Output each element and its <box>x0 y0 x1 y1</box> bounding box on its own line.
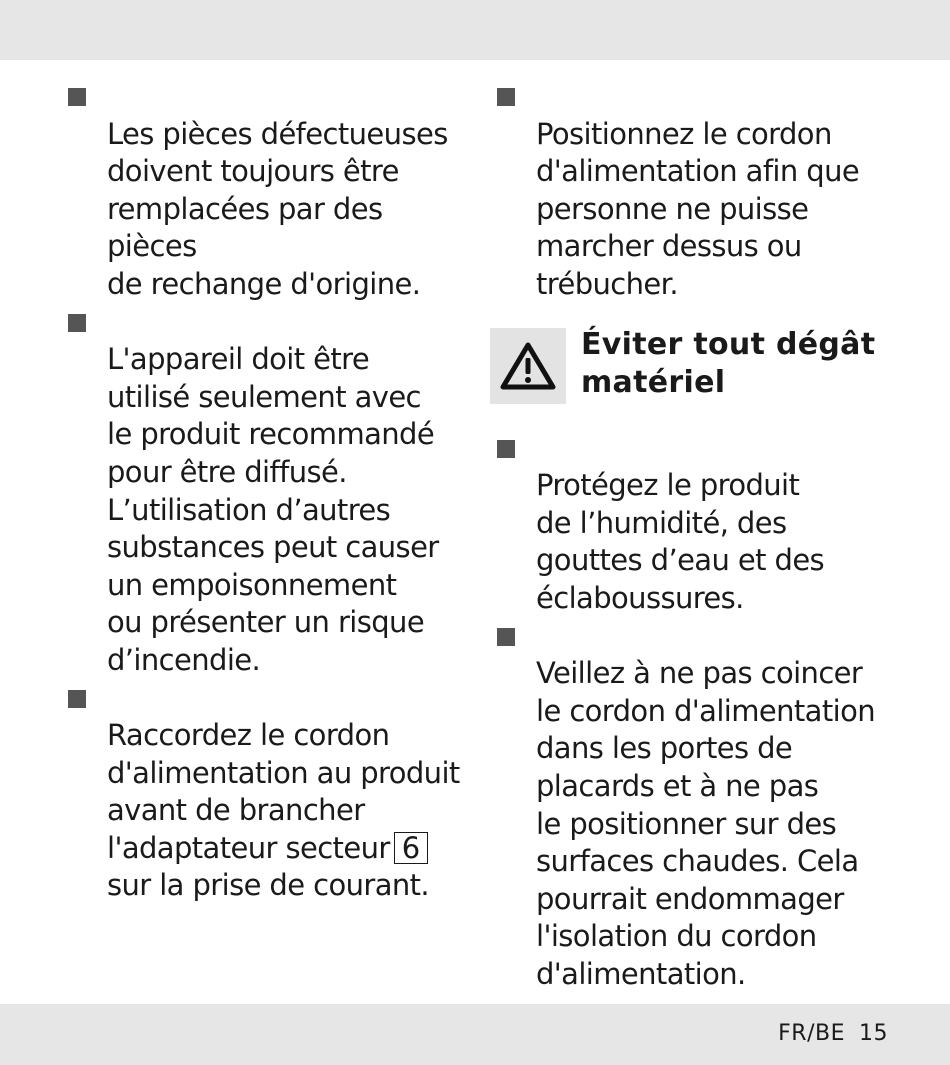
left-column <box>68 78 478 905</box>
bullet-square-icon <box>497 88 515 106</box>
list-item <box>68 78 478 304</box>
list-item-text: Raccordez le cordon d'alimentation au produit avant de brancher l'adaptateur secteur <box>107 718 460 865</box>
list-item <box>68 680 478 906</box>
list-item-text: Protégez le produit de l’humidité, des gouttes d’eau et des éclaboussures. <box>536 468 825 615</box>
warning-title: Éviter tout dégât matériel <box>581 326 876 400</box>
list-item-text: Les pièces défectueuses doivent toujours être remplacées par des pièces de rechange d'origine. <box>107 116 448 301</box>
header-band <box>0 0 950 60</box>
right-column <box>497 78 937 993</box>
footer-locale: FR/BE <box>778 1021 845 1046</box>
bullet-square-icon <box>497 628 515 646</box>
list-item-text: Veillez à ne pas coincer le cordon d'alimentation dans les portes de placards et à ne pas le positionner sur des surfaces chaudes. Cela pourrait endommager l'isolation du cordon d'alimentation. <box>536 656 875 991</box>
warning-triangle-icon <box>490 328 566 404</box>
warning-heading <box>497 328 937 408</box>
list-item-text: L'appareil doit être utilisé seulement avec le produit recommandé pour être diffusé. L’utilisation d’autres substances peut causer un empoisonnement ou présenter un risque d’incendie. <box>107 342 439 677</box>
bullet-square-icon <box>68 88 86 106</box>
footer <box>778 1021 888 1046</box>
list-item-text: Positionnez le cordon d'alimentation afin que personne ne puisse marcher dessus ou trébucher. <box>536 116 860 301</box>
bullet-square-icon <box>68 314 86 332</box>
list-item <box>497 618 937 994</box>
bullet-square-icon <box>497 440 515 458</box>
list-item <box>497 430 937 618</box>
list-item <box>68 304 478 680</box>
bullet-square-icon <box>68 690 86 708</box>
page-number: 15 <box>859 1021 888 1046</box>
part-reference-number: 6 <box>394 832 428 864</box>
list-item <box>497 78 937 304</box>
list-item-text-continued: sur la prise de courant. <box>107 868 430 903</box>
